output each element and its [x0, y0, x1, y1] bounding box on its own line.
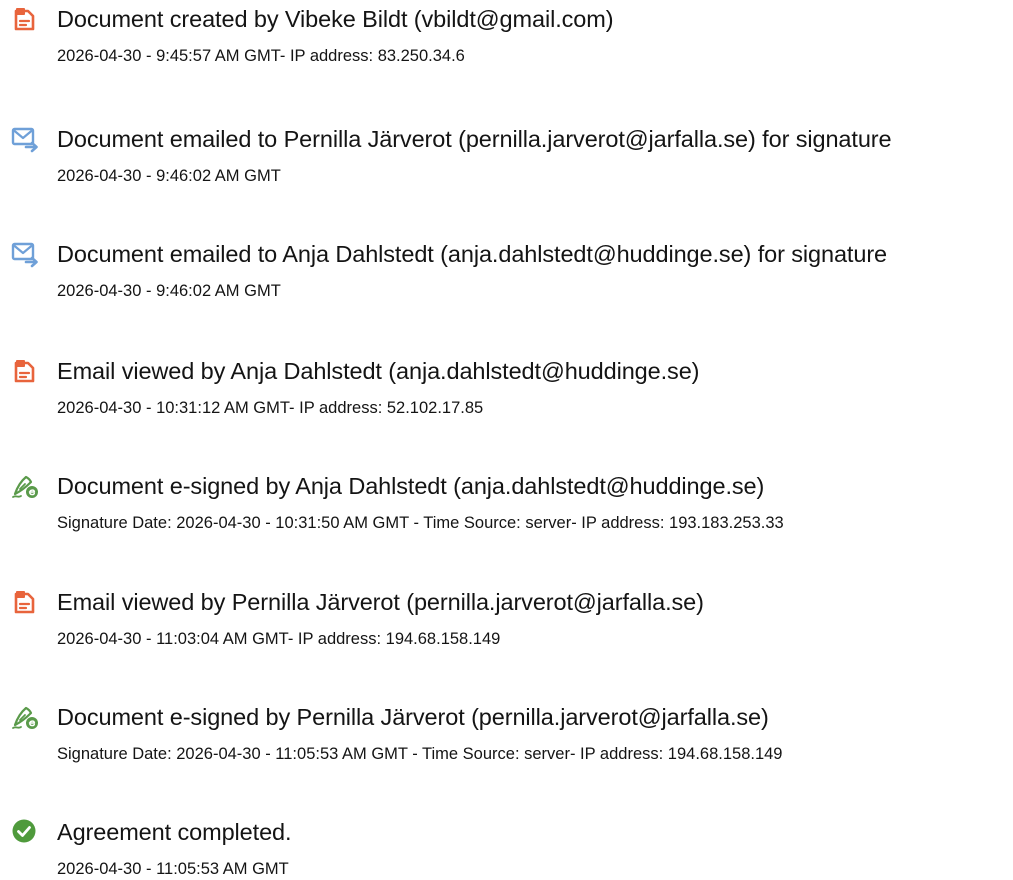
email-sent-icon: [11, 125, 39, 153]
event-detail: Signature Date: 2026-04-30 - 10:31:50 AM GMT - Time Source: server- IP address: 193.183.253.33: [57, 514, 784, 532]
event-detail: 2026-04-30 - 11:03:04 AM GMT- IP address: 194.68.158.149: [57, 630, 501, 648]
document-icon: [11, 5, 39, 33]
event-title: Email viewed by Anja Dahlstedt (anja.dahlstedt@huddinge.se): [57, 358, 700, 384]
event-detail: 2026-04-30 - 9:46:02 AM GMT: [57, 282, 281, 300]
esign-pen-icon: [11, 472, 39, 500]
document-icon: [11, 357, 39, 385]
event-title: Document created by Vibeke Bildt (vbildt@gmail.com): [57, 6, 614, 32]
esign-pen-icon: [11, 703, 39, 731]
event-title: Document emailed to Anja Dahlstedt (anja.dahlstedt@huddinge.se) for signature: [57, 241, 888, 267]
event-detail: 2026-04-30 - 10:31:12 AM GMT- IP address: 52.102.17.85: [57, 399, 484, 417]
event-title: Document emailed to Pernilla Järverot (pernilla.jarverot@jarfalla.se) for signature: [57, 126, 892, 152]
event-title: Document e-signed by Pernilla Järverot (pernilla.jarverot@jarfalla.se): [57, 704, 769, 730]
event-detail: 2026-04-30 - 9:46:02 AM GMT: [57, 167, 281, 185]
event-title: Email viewed by Pernilla Järverot (pernilla.jarverot@jarfalla.se): [57, 589, 704, 615]
email-sent-icon: [11, 240, 39, 268]
event-detail: 2026-04-30 - 11:05:53 AM GMT: [57, 860, 289, 878]
document-icon: [11, 588, 39, 616]
event-title: Document e-signed by Anja Dahlstedt (anja.dahlstedt@huddinge.se): [57, 473, 765, 499]
event-title: Agreement completed.: [57, 819, 292, 845]
check-circle-icon: [11, 818, 39, 846]
event-detail: 2026-04-30 - 9:45:57 AM GMT- IP address: 83.250.34.6: [57, 47, 465, 65]
event-detail: Signature Date: 2026-04-30 - 11:05:53 AM GMT - Time Source: server- IP address: 194.68.158.149: [57, 745, 783, 763]
